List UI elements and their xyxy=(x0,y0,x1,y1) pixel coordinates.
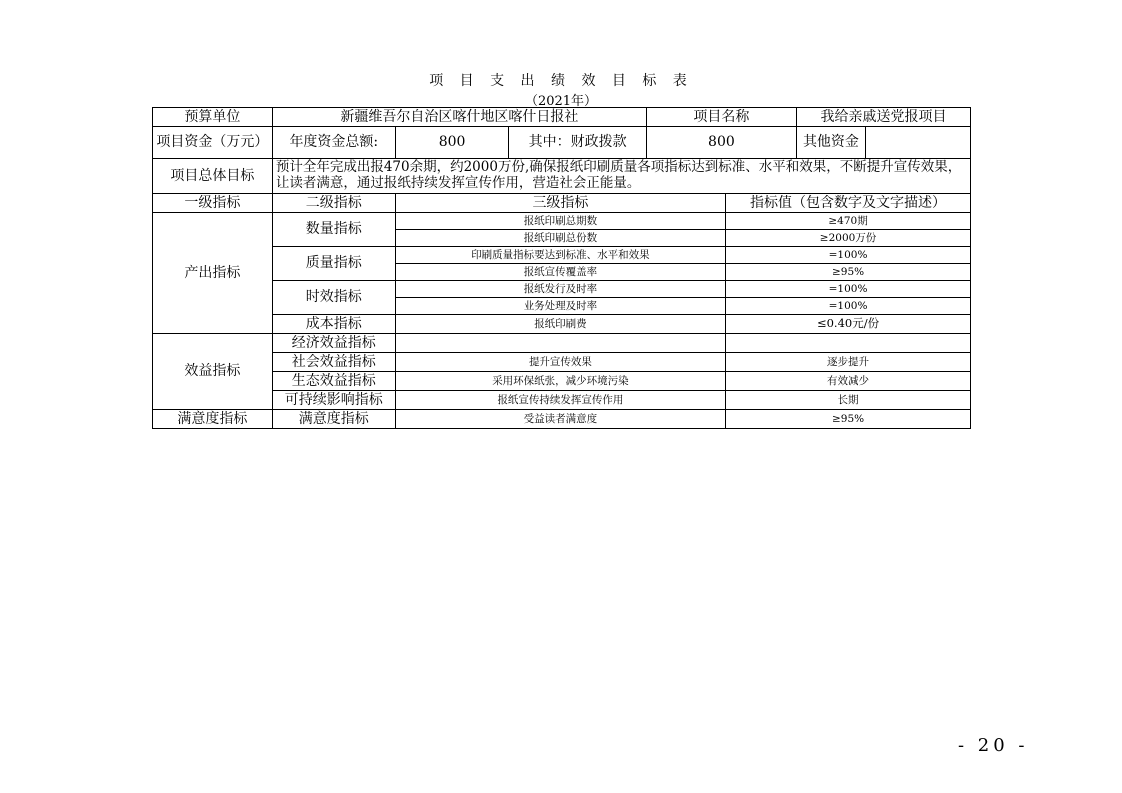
funds-row xyxy=(153,127,971,159)
indicator-name: 报纸发行及时率 xyxy=(395,281,725,298)
satisfaction-sub-label: 满意度指标 xyxy=(272,410,395,429)
indicator-value xyxy=(726,334,971,353)
quantity-indicator-label: 数量指标 xyxy=(272,213,395,247)
table-row xyxy=(153,281,971,298)
performance-target-table xyxy=(152,107,971,429)
annual-total-label: 年度资金总额: xyxy=(272,127,395,159)
satisfaction-indicator-label: 满意度指标 xyxy=(153,410,273,429)
indicator-name: 报纸宣传覆盖率 xyxy=(395,264,725,281)
table-row xyxy=(153,391,971,410)
economic-benefit-label: 经济效益指标 xyxy=(272,334,395,353)
project-name-label: 项目名称 xyxy=(646,108,796,127)
table-row xyxy=(153,315,971,334)
budget-unit-value: 新疆维吾尔自治区喀什地区喀什日报社 xyxy=(272,108,646,127)
project-name-value: 我给亲戚送党报项目 xyxy=(796,108,970,127)
social-benefit-label: 社会效益指标 xyxy=(272,353,395,372)
other-funds-label: 其他资金 xyxy=(797,127,866,158)
column-header-value: 指标值（包含数字及文字描述） xyxy=(726,194,971,213)
document-year: （2021年） xyxy=(524,94,598,109)
indicator-value: ≥470期 xyxy=(726,213,971,230)
indicator-value: ≤0.40元/份 xyxy=(726,315,971,334)
indicator-name: 印刷质量指标要达到标准、水平和效果 xyxy=(395,247,725,264)
indicator-name: 报纸印刷总期数 xyxy=(395,213,725,230)
output-indicator-label: 产出指标 xyxy=(153,213,273,334)
fiscal-funds-label: 其中：财政拨款 xyxy=(509,127,647,159)
benefit-indicator-label: 效益指标 xyxy=(153,334,273,410)
fiscal-funds-value: 800 xyxy=(646,127,796,159)
column-header-level1: 一级指标 xyxy=(153,194,273,213)
indicator-value: 有效减少 xyxy=(726,372,971,391)
column-header-row xyxy=(153,194,971,213)
table-row xyxy=(153,353,971,372)
column-header-level2: 二级指标 xyxy=(272,194,395,213)
indicator-value: ≥95% xyxy=(726,410,971,429)
document-title: 项 目 支 出 绩 效 目 标 表 xyxy=(429,73,693,89)
page-number: - 20 - xyxy=(958,735,1029,756)
table-row xyxy=(153,247,971,264)
table-row xyxy=(153,213,971,230)
table-row xyxy=(153,410,971,429)
table-row xyxy=(153,372,971,391)
indicator-name: 业务处理及时率 xyxy=(395,298,725,315)
indicator-name: 报纸印刷总份数 xyxy=(395,230,725,247)
other-funds-value xyxy=(866,127,970,158)
indicator-value: =100% xyxy=(726,298,971,315)
indicator-value: =100% xyxy=(726,247,971,264)
funds-label: 项目资金（万元） xyxy=(153,127,273,159)
table-row xyxy=(153,334,971,353)
indicator-name: 提升宣传效果 xyxy=(395,353,725,372)
budget-unit-label: 预算单位 xyxy=(153,108,273,127)
other-funds-cell xyxy=(796,127,970,159)
budget-unit-row xyxy=(153,108,971,127)
indicator-name: 采用环保纸张，减少环境污染 xyxy=(395,372,725,391)
indicator-name xyxy=(395,334,725,353)
indicator-name: 报纸印刷费 xyxy=(395,315,725,334)
cost-indicator-label: 成本指标 xyxy=(272,315,395,334)
indicator-value: 逐步提升 xyxy=(726,353,971,372)
overall-goal-row xyxy=(153,159,971,194)
annual-total-value: 800 xyxy=(395,127,509,159)
indicator-value: ≥95% xyxy=(726,264,971,281)
indicator-name: 受益读者满意度 xyxy=(395,410,725,429)
indicator-value: =100% xyxy=(726,281,971,298)
ecological-benefit-label: 生态效益指标 xyxy=(272,372,395,391)
column-header-level3: 三级指标 xyxy=(395,194,725,213)
overall-goal-label: 项目总体目标 xyxy=(153,159,273,194)
overall-goal-text: 预计全年完成出报470余期，约2000万份,确保报纸印刷质量各项指标达到标准、水平和效果，不断提升宣传效果，让读者满意，通过报纸持续发挥宣传作用，营造社会正能量。 xyxy=(272,159,970,194)
indicator-name: 报纸宣传持续发挥宣传作用 xyxy=(395,391,725,410)
indicator-value: 长期 xyxy=(726,391,971,410)
timeliness-indicator-label: 时效指标 xyxy=(272,281,395,315)
quality-indicator-label: 质量指标 xyxy=(272,247,395,281)
sustainable-impact-label: 可持续影响指标 xyxy=(272,391,395,410)
indicator-value: ≥2000万份 xyxy=(726,230,971,247)
